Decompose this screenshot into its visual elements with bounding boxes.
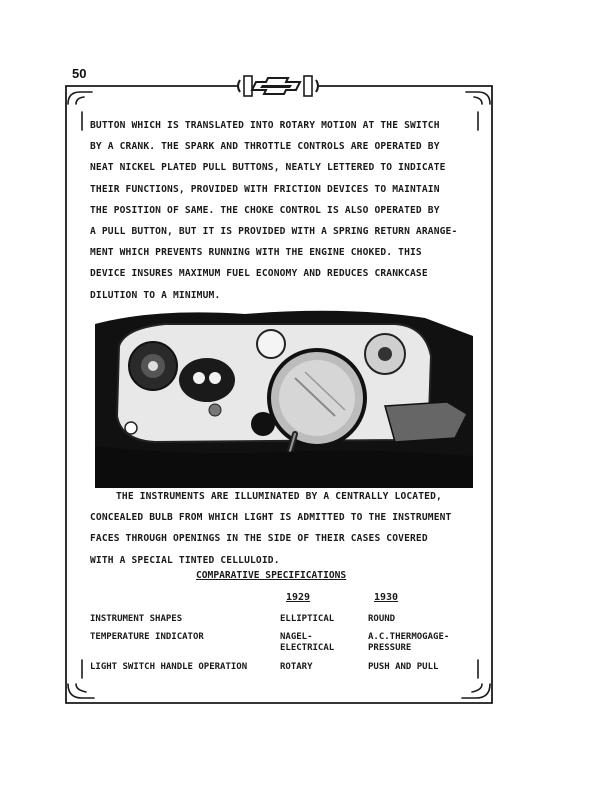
text-line: DEVICE INSURES MAXIMUM FUEL ECONOMY AND REDUCES CRANKCASE <box>90 268 428 280</box>
spec-row-label: LIGHT SWITCH HANDLE OPERATION <box>90 662 248 672</box>
spec-row-label: TEMPERATURE INDICATOR <box>90 632 204 642</box>
text-line: THE INSTRUMENTS ARE ILLUMINATED BY A CENTRALLY LOCATED, <box>116 491 442 502</box>
text-line: A PULL BUTTON, BUT IT IS PROVIDED WITH A SPRING RETURN ARANGE- <box>90 226 458 238</box>
paragraph-continuation <box>90 115 485 306</box>
spec-value-1930: ROUND <box>368 614 396 624</box>
chevrolet-bowtie-emblem-icon <box>238 76 318 96</box>
text-line: BUTTON WHICH IS TRANSLATED INTO ROTARY MOTION AT THE SWITCH <box>90 120 440 131</box>
page-number: 50 <box>72 66 87 81</box>
instrument-panel-photo <box>95 306 473 488</box>
text-line: NEAT NICKEL PLATED PULL BUTTONS, NEATLY LETTERED TO INDICATE <box>90 162 446 174</box>
text-line: CONCEALED BULB FROM WHICH LIGHT IS ADMITTED TO THE INSTRUMENT <box>90 512 452 524</box>
paragraph-illumination <box>90 486 485 571</box>
text-line: DILUTION TO A MINIMUM. <box>90 289 221 301</box>
spec-value-1930: PUSH AND PULL <box>368 662 439 672</box>
text-line: WITH A SPECIAL TINTED CELLULOID. <box>90 554 280 566</box>
spec-value-1929: ROTARY <box>280 662 313 672</box>
year-header-1930: 1930 <box>374 592 399 603</box>
spec-value-1930: A.C.THERMOGAGE- PRESSURE <box>368 632 450 653</box>
text-line: BY A CRANK. THE SPARK AND THROTTLE CONTROLS ARE OPERATED BY <box>90 141 440 153</box>
text-line: MENT WHICH PREVENTS RUNNING WITH THE ENGINE CHOKED. THIS <box>90 247 422 259</box>
text-line: THEIR FUNCTIONS, PROVIDED WITH FRICTION DEVICES TO MAINTAIN <box>90 183 440 195</box>
text-line: FACES THROUGH OPENINGS IN THE SIDE OF THEIR CASES COVERED <box>90 533 428 545</box>
text-line: THE POSITION OF SAME. THE CHOKE CONTROL IS ALSO OPERATED BY <box>90 204 440 216</box>
year-header-1929: 1929 <box>286 592 311 603</box>
spec-value-1929: ELLIPTICAL <box>280 614 335 624</box>
specifications-title: COMPARATIVE SPECIFICATIONS <box>196 570 347 581</box>
spec-row-label: INSTRUMENT SHAPES <box>90 614 183 624</box>
spec-value-1929: NAGEL- ELECTRICAL <box>280 632 335 653</box>
